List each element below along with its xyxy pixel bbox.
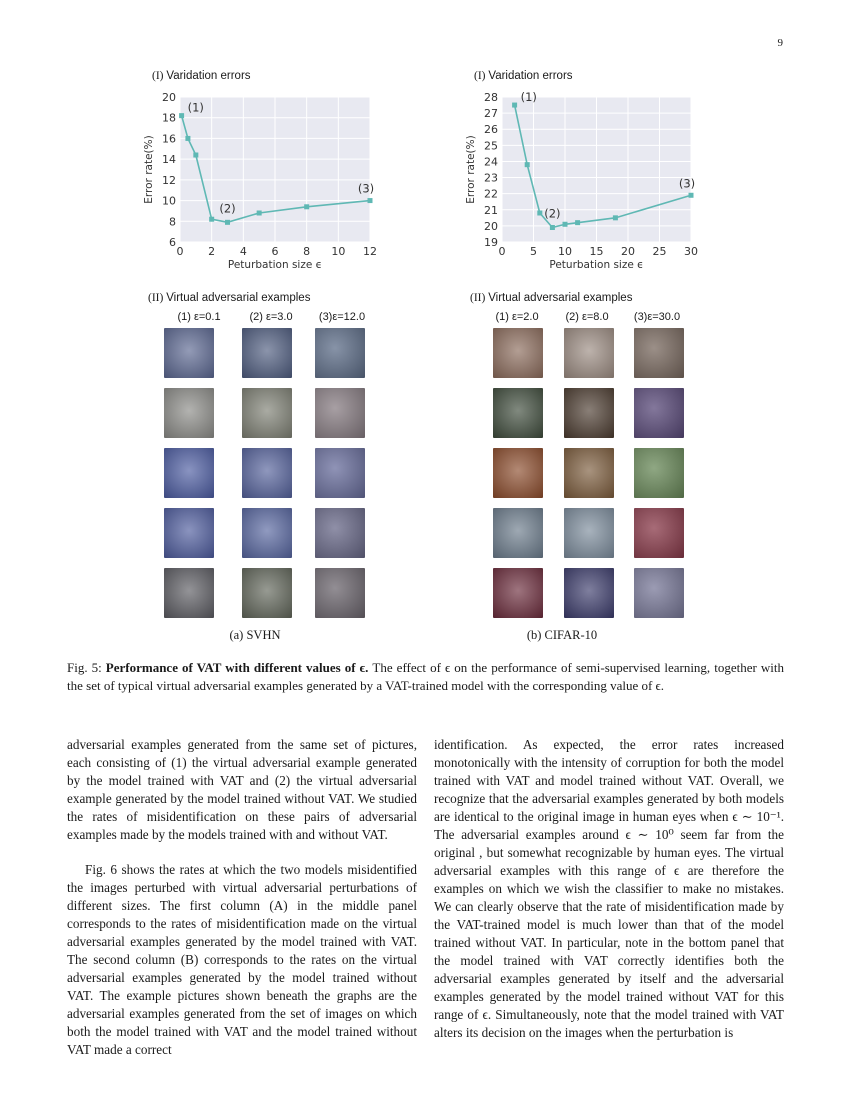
data-point [304,204,309,209]
x-tick-label: 25 [652,245,667,258]
adversarial-example-image [242,388,292,438]
x-tick-label: 30 [684,245,698,258]
data-point [225,220,230,225]
body-paragraph: Fig. 6 shows the rates at which the two models misidentified the images perturbed with virtual adversarial perturbations of different sizes. The first column (A) in the middle panel corresponds to the rates of misidentification made on the virtual adversarial examples generated by the model trained with VAT. The second column (B) corresponds to the rates on the virtual adversarial examples generated by the model trained without VAT. The example pictures shown beneath the graphs are the adversarial examples generated from the set of images on which both the model trained with VAT and the model trained without VAT made a correct [67,862,417,1057]
page-number: 9 [777,37,783,49]
data-point [575,220,580,225]
y-tick-label: 8 [169,215,176,229]
data-point [525,162,530,167]
column-header: (2) ε=3.0 [249,311,293,323]
adversarial-example-image [242,568,292,618]
y-tick-label: 27 [484,107,498,121]
annotation-label: (2) [544,206,561,221]
adversarial-example-image [564,508,614,558]
y-tick-label: 20 [484,219,498,233]
y-tick-label: 20 [162,91,176,104]
data-point [193,153,198,158]
data-point [512,103,517,108]
y-axis-label: Error rate(%) [143,135,155,204]
adversarial-example-image [164,448,214,498]
annotation-label: (2) [219,201,236,216]
y-tick-label: 16 [162,132,176,146]
adversarial-example-image [164,508,214,558]
adversarial-example-image [493,388,543,438]
grid-title [148,292,310,304]
y-tick-label: 26 [484,123,498,137]
data-point [185,136,190,141]
x-tick-label: 8 [303,245,311,258]
adversarial-example-image [493,568,543,618]
line-chart-cifar [462,66,702,271]
adversarial-example-image [315,568,365,618]
adversarial-example-image [634,388,684,438]
data-point [613,215,618,220]
adversarial-example-image [164,388,214,438]
y-tick-label: 25 [484,139,498,153]
figure-caption [67,659,784,695]
data-point [537,211,542,216]
grid-title-roman: (II) [148,292,164,304]
x-tick-label: 12 [363,245,377,258]
subcaption: (b) CIFAR-10 [526,628,598,642]
column-header: (3)ε=12.0 [318,311,366,323]
y-tick-label: 14 [162,153,176,167]
body-paragraph: adversarial examples generated from the same set of pictures, each consisting of (1) the virtual adversarial example generated by the model trained with VAT and (2) the virtual adversarial example generated by the model trained without VAT. We studied the rates of misidentification on these pairs of adversarial examples made by the models trained with and without VAT. [67,737,417,842]
data-point [563,222,568,227]
y-tick-label: 23 [484,171,498,185]
adversarial-example-image [564,388,614,438]
adversarial-example-image [493,448,543,498]
column-header: (3)ε=30.0 [633,311,681,323]
subcaption: (a) SVHN [229,628,281,642]
x-tick-label: 4 [239,245,247,258]
caption-label: Fig. 5: [67,660,102,675]
adversarial-example-image [634,448,684,498]
x-tick-label: 0 [176,245,184,258]
figure-panel-cifar [462,66,702,666]
grid-title-roman: (II) [470,292,486,304]
adversarial-example-image [564,448,614,498]
x-tick-label: 10 [558,245,572,258]
data-point [209,217,214,222]
chart-title-text: Varidation errors [488,70,573,82]
x-tick-label: 20 [621,245,635,258]
column-header: (1) ε=0.1 [177,311,221,323]
caption-bold: Performance of VAT with different values of ϵ. [105,660,369,675]
body-column-right [434,736,784,1042]
grid-title-text: Virtual adversarial examples [488,292,633,304]
annotation-label: (3) [678,176,696,191]
body-column-left [67,736,417,1059]
grid-title [470,292,632,304]
data-point [550,225,555,230]
caption-text: The effect of ϵ on the performance of semi-supervised learning, together with the set of typical virtual adversarial examples generated by a VAT-trained model with the corresponding value of ϵ. [67,660,784,693]
adversarial-example-image [634,328,684,378]
adversarial-example-image [315,388,365,438]
x-tick-label: 5 [530,245,537,258]
figure-panel-svhn [140,66,390,666]
x-tick-label: 6 [271,245,279,258]
y-tick-label: 28 [484,91,498,104]
adversarial-example-image [242,508,292,558]
y-tick-label: 6 [169,236,176,249]
adversarial-example-image [634,508,684,558]
x-tick-label: 2 [208,245,216,258]
adversarial-example-image [242,328,292,378]
data-point [689,193,694,198]
chart-title-roman: (I) [152,70,164,82]
adversarial-example-image [493,328,543,378]
x-tick-label: 0 [498,245,506,258]
column-header: (1) ε=2.0 [495,311,539,323]
annotation-label: (1) [187,100,204,115]
data-point [368,198,373,203]
data-point [179,113,184,118]
chart-title-roman: (I) [474,70,486,82]
x-tick-label: 15 [589,245,604,258]
body-paragraph: identification. As expected, the error rates increased monotonically with the intensity of corruption for both the model trained with VAT and model trained without VAT. Overall, we recognize that the adversarial examples generated by both models are identical to the original image in human eyes when ϵ ∼ 10⁻¹. The adversarial examples around ϵ ∼ 10⁰ seem far from the original , but somewhat recognizable by human eyes. The virtual adversarial examples with this range of ϵ are therefore the examples on which we wish the classifier to make no mistakes. We can clearly observe that the rate of misidentification made by the VAT-trained model is much lower than that of the model trained without VAT. In particular, note in the bottom panel that the model trained with VAT correctly identifies both the adversarial examples generated by itself and the adversarial examples generated by the model trained without VAT for this range of ϵ. Simultaneously, note that the model trained with VAT alters its decision on the images when the perturbation is [434,737,784,1040]
x-tick-label: 10 [331,245,346,258]
chart-title-text: Varidation errors [166,70,251,82]
grid-title-text: Virtual adversarial examples [166,292,311,304]
adversarial-example-image [315,508,365,558]
data-point [257,211,262,216]
annotation-label: (3) [357,181,375,196]
y-tick-label: 21 [484,203,498,217]
adversarial-example-image [315,448,365,498]
y-axis-label: Error rate(%) [465,135,477,204]
y-tick-label: 12 [162,173,176,187]
column-header: (2) ε=8.0 [565,311,609,323]
y-tick-label: 24 [484,155,498,169]
adversarial-example-image [164,328,214,378]
adversarial-example-image [564,568,614,618]
adversarial-example-image [493,508,543,558]
adversarial-example-image [164,568,214,618]
y-tick-label: 19 [484,236,498,249]
x-axis-label: Peturbation size ϵ [227,259,323,271]
adversarial-example-image [315,328,365,378]
adversarial-example-image [564,328,614,378]
annotation-label: (1) [520,90,537,105]
y-tick-label: 22 [484,187,498,201]
y-tick-label: 10 [162,194,176,208]
y-tick-label: 18 [162,111,176,125]
adversarial-example-image [634,568,684,618]
line-chart-svhn [140,66,390,271]
x-axis-label: Peturbation size ϵ [549,259,644,271]
adversarial-example-image [242,448,292,498]
